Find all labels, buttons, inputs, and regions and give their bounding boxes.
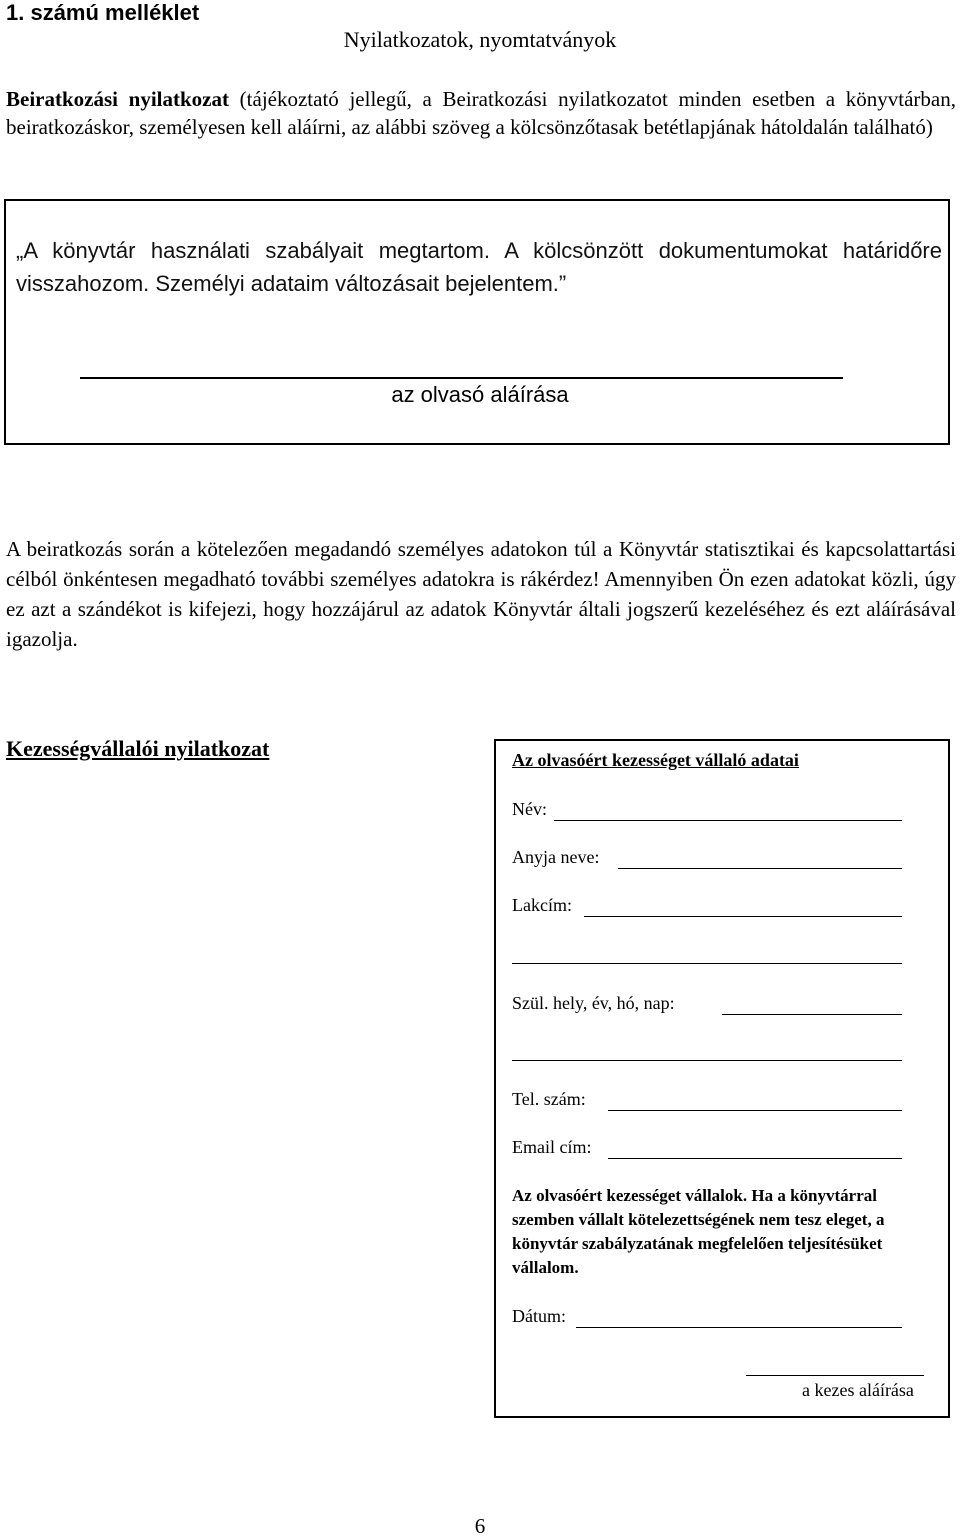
declaration-text: „A könyvtár használati szabályait megtartom. A kölcsönzött dokumentumokat határidőre visszahozom. Személyi adataim változásait bejelentem.”: [16, 238, 942, 296]
address-label: Lakcím:: [512, 895, 572, 915]
intro-bold-lead: Beiratkozási nyilatkozat: [6, 87, 229, 111]
date-input-line[interactable]: [576, 1327, 902, 1328]
document-title: Nyilatkozatok, nyomtatványok: [343, 27, 617, 52]
surety-statement: Az olvasóért kezességet vállalok. Ha a könyvtárral szemben vállalt kötelezettségének nem tesz eleget, a könyvtár szabályzatának megfelelően teljesítésüket vállalom.: [512, 1186, 885, 1277]
name-input-line[interactable]: [554, 820, 902, 821]
reader-signature-label: az olvasó aláírása: [391, 382, 569, 407]
surety-signature-label: a kezes aláírása: [802, 1380, 914, 1400]
surety-signature-line[interactable]: [746, 1375, 924, 1376]
name-label: Név:: [512, 799, 547, 819]
phone-input-line[interactable]: [608, 1110, 902, 1111]
email-label: Email cím:: [512, 1137, 592, 1157]
birth-input-line[interactable]: [722, 1014, 902, 1015]
intro-paragraph: [6, 85, 956, 141]
date-label: Dátum:: [512, 1306, 566, 1326]
address-input-line-2[interactable]: [512, 963, 902, 964]
address-input-line[interactable]: [584, 916, 902, 917]
surety-heading: Kezességvállalói nyilatkozat: [6, 736, 270, 761]
surety-box-heading: Az olvasóért kezességet vállaló adatai: [512, 750, 799, 770]
phone-label: Tel. szám:: [512, 1089, 586, 1109]
reader-signature-line[interactable]: [80, 377, 843, 379]
mother-name-label: Anyja neve:: [512, 847, 600, 867]
birth-label: Szül. hely, év, hó, nap:: [512, 993, 675, 1013]
birth-input-line-2[interactable]: [512, 1060, 902, 1061]
page-number: 6: [474, 1514, 486, 1538]
mother-name-input-line[interactable]: [618, 868, 902, 869]
annex-label: 1. számú melléklet: [6, 0, 200, 25]
email-input-line[interactable]: [608, 1158, 902, 1159]
intro-rest: (tájékoztató jellegű, a Beiratkozási nyilatkozatot minden esetben a könyvtárban, beiratkozáskor, személyesen kell aláírni, az alábbi szöveg a kölcsönzőtasak betétlapjának hátoldalán található): [6, 87, 956, 139]
consent-paragraph: A beiratkozás során a kötelezően megadandó személyes adatokon túl a Könyvtár statisztikai és kapcsolattartási célból önkéntesen megadható további személyes adatokra is rákérdez! Amennyiben Ön ezen adatokat közli, úgy ez azt a szándékot is kifejezi, hogy hozzájárul az adatok Könyvtár általi jogszerű kezeléséhez és ezt aláírásával igazolja.: [6, 537, 956, 651]
